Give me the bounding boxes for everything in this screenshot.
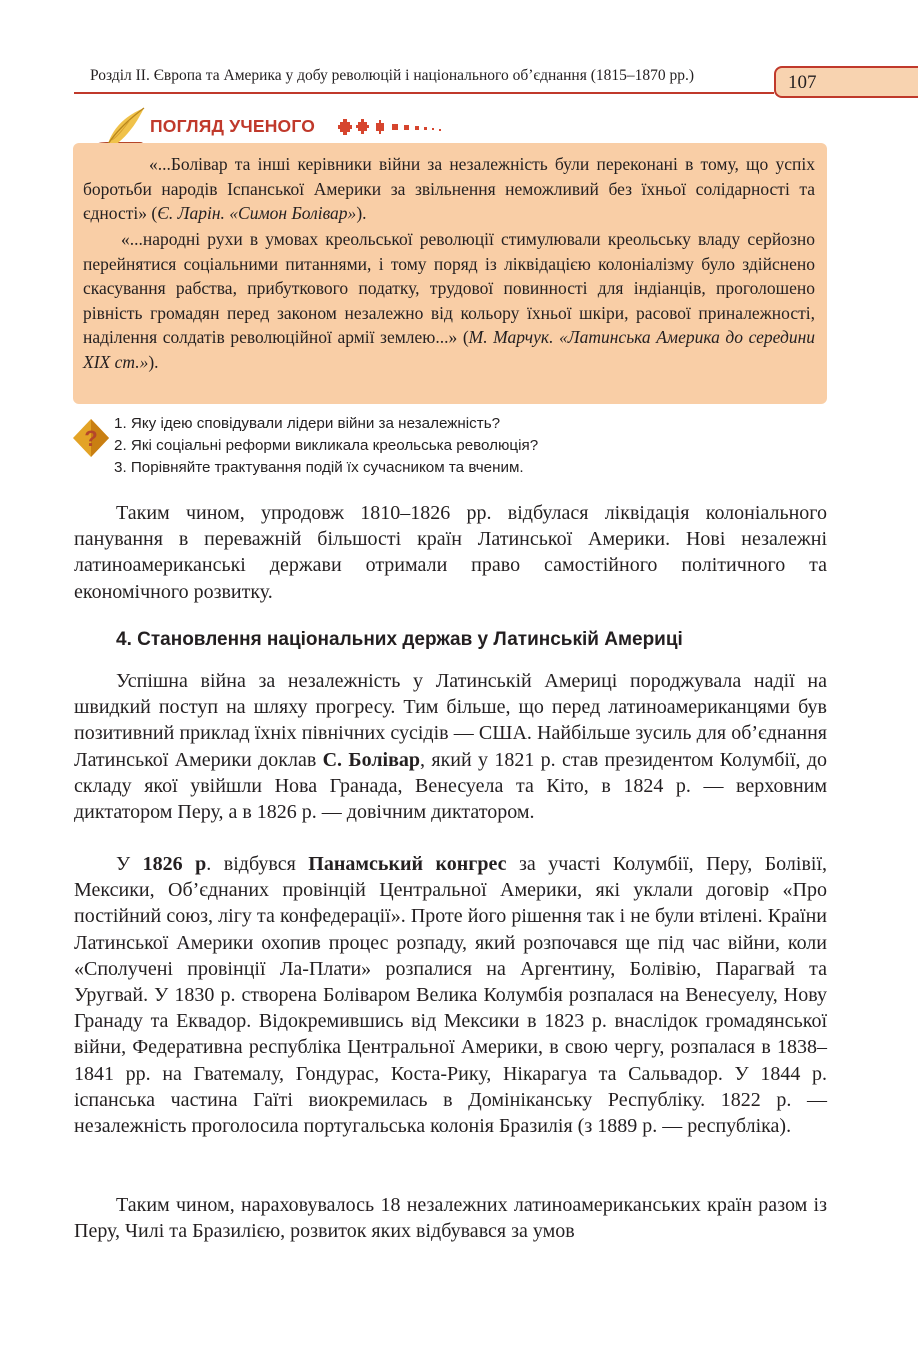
bold-term: 1826 р bbox=[142, 853, 207, 875]
paragraph-4: Таким чином, нараховувалось 18 незалежних латиноамериканських країн разом із Перу, Чилі та Бразилією, розвиток яких відбувався за умов bbox=[74, 1194, 827, 1243]
scholar-view-title: ПОГЛЯД УЧЕНОГО bbox=[150, 116, 316, 136]
scholar-quote-1 bbox=[83, 152, 815, 226]
question-item: 3. Порівняйте трактування подій їх сучасником та вченим. bbox=[114, 459, 524, 477]
quote-end: ). bbox=[356, 203, 367, 224]
page-number-tab bbox=[774, 66, 918, 98]
quote-text: «...народні рухи в умовах креольської революції стимулювали креольську владу серйозно перейнятися соціальними питаннями, і тому поряд із ліквідацією колоніалізму було здійснено скасування рабства, прибуткового податку, трудової повинності для індіанців, проголошено рівність громадян перед законом незалежно від кольору їхньої шкіри, расової приналежності, наділення солдатів революційної армії землею...» ( bbox=[83, 229, 815, 348]
text-run: Успішна війна за незалежність у Латинській Америці породжувала надії на швидкий поступ на шляху прогресу. Тим більше, що перед латиноамериканцями був позитивний приклад їхніх північних сусідів — США. Найбільше зусиль для об’єднання Латинської Америки доклав bbox=[74, 670, 827, 771]
paragraph-1: Таким чином, упродовж 1810–1826 рр. відбулася ліквідація колоніального панування в переважній більшості країн Латинської Америки. Нові незалежні латиноамериканські держави отримали право самостійного політичного та економічного розвитку. bbox=[74, 502, 827, 603]
page-number: 107 bbox=[788, 72, 817, 93]
scholar-quote-2 bbox=[83, 227, 815, 375]
bold-term: С. Болівар bbox=[322, 748, 421, 771]
quote-source: М. Марчук. «Латинська Америка до середини XIX ст.» bbox=[83, 327, 816, 372]
section-title: 4. Становлення національних держав у Латинській Америці bbox=[116, 629, 683, 650]
bold-term: Панамський конгрес bbox=[308, 853, 507, 875]
text-run: , який у 1821 р. став президентом Колумбії, до складу якої увійшли Нова Гранада, Венесуела та Кіто, в 1824 р. — верховним диктатором Перу, а в 1826 р. — довічним диктатором. bbox=[74, 748, 828, 824]
quote-source: Є. Ларін. «Симон Болівар» bbox=[157, 203, 357, 224]
text-run: за участі Колумбії, Перу, Болівії, Мексики, Об’єднаних провінцій Центральної Америки, які уклали договір «Про постійний союз, лігу та конфедерації». Проте його рішення так і не були втілені. Країни Латинської Америки охопив процес розпаду, який розпочався ще під час війни, коли «Сполучені провінції Ла-Плати» розпалися на Аргентину, Болівію, Парагвай та Уругвай. У 1830 р. створена Боліваром Велика Колумбія розпалася на Венесуелу, Нову Гранаду та Еквадор. Відокремившись від Мексики в 1823 р. внаслідок громадянської війни, Федеративна республіка Центральної Америки, в свою чергу, розпалася в 1838–1841 рр. на Гватемалу, Гондурас, Коста-Рику, Нікарагуа та Сальвадор. У 1844 р. іспанська частина Гаїті виокремилась в Домініканську Республіку. 1822 р. — незалежність проголосила португальська колонія Бразилія (з 1889 р. — республіка). bbox=[74, 853, 828, 1138]
questions-list bbox=[114, 413, 538, 480]
running-header bbox=[74, 62, 774, 94]
question-diamond-icon bbox=[72, 418, 110, 458]
text-run: У bbox=[116, 853, 143, 875]
paragraph-2 bbox=[74, 668, 827, 825]
ornament-icon bbox=[338, 119, 458, 135]
scholar-quote-box bbox=[73, 143, 827, 404]
quote-end: ). bbox=[148, 351, 159, 372]
running-title: Розділ ІІ. Європа та Америка у добу революцій і національного об’єднання (1815–1870 рр.) bbox=[90, 67, 695, 84]
quote-text: «...Болівар та інші керівники війни за незалежність були переконані в тому, що успіх боротьби народів Іспанської Америки за звільнення неможливий без їхньої солідарності та єдності» ( bbox=[83, 154, 815, 224]
paragraph-3 bbox=[74, 851, 827, 1139]
question-item: 1. Яку ідею сповідували лідери війни за незалежність? bbox=[114, 415, 501, 432]
question-item: 2. Які соціальні реформи викликала креольська революція? bbox=[114, 437, 539, 455]
text-run: . відбувся bbox=[206, 853, 309, 875]
svg-text:?: ? bbox=[84, 426, 98, 451]
